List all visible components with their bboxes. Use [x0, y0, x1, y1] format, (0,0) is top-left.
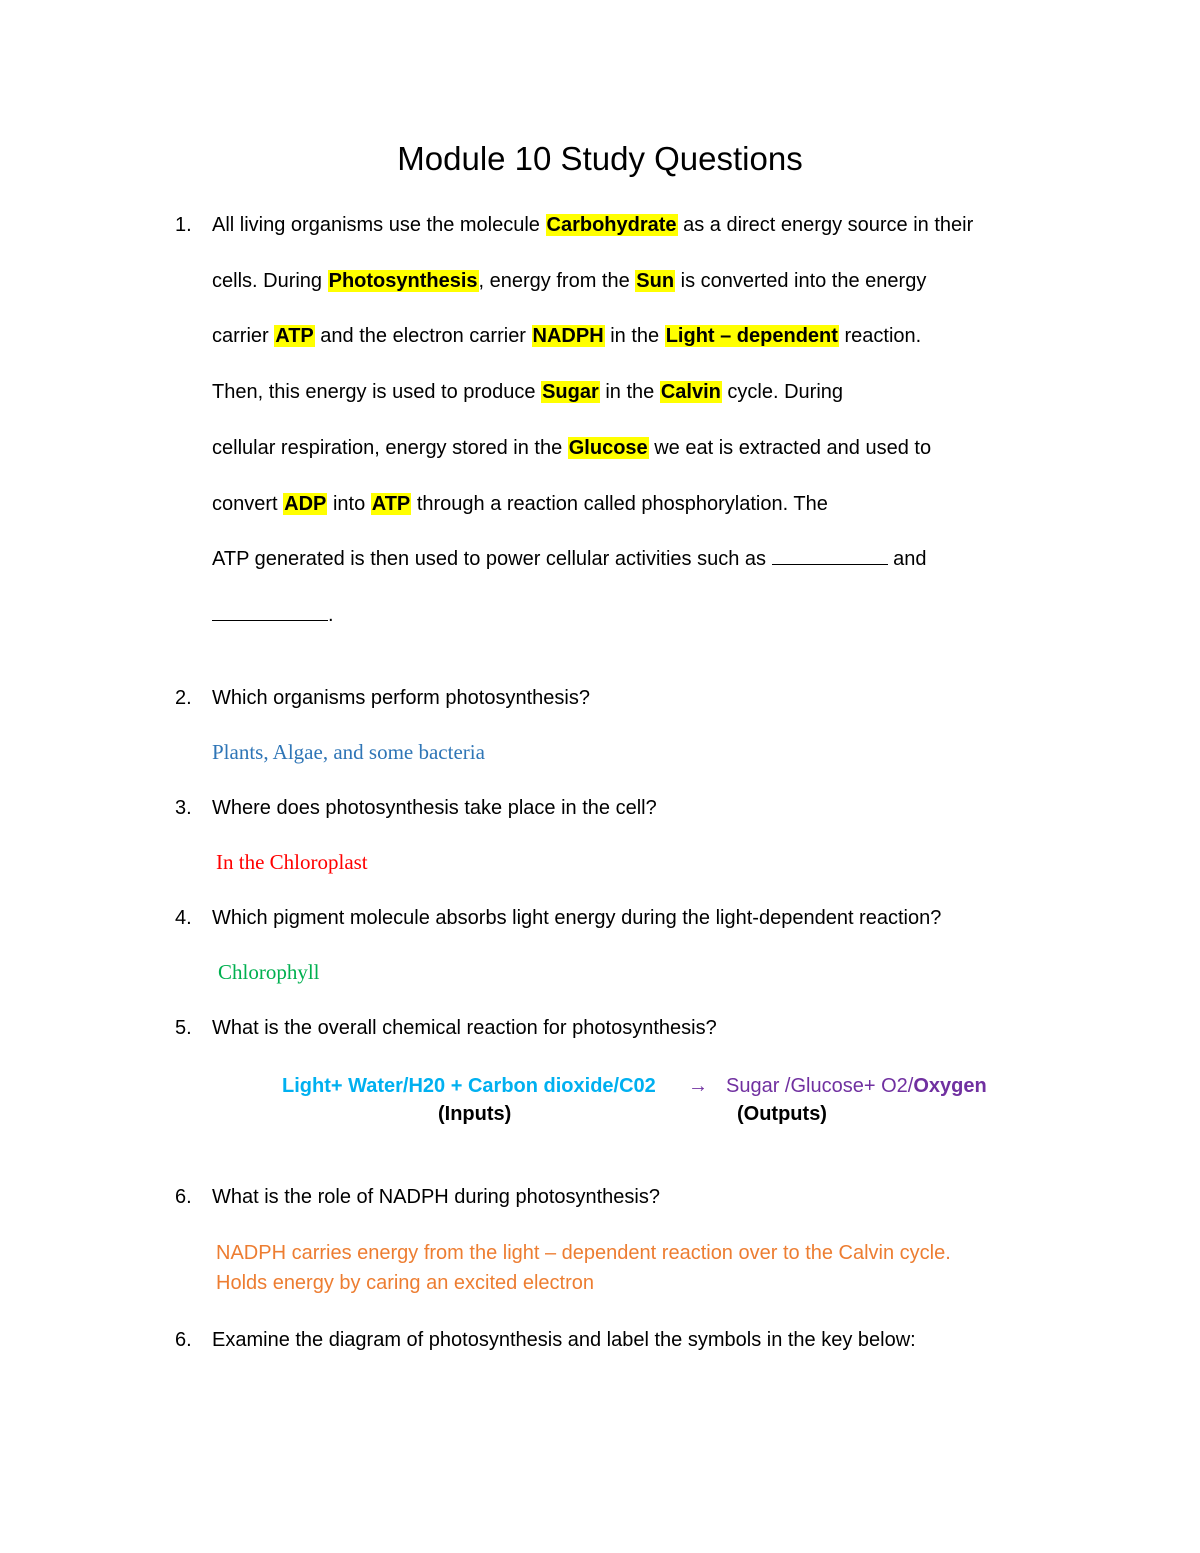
answer-highlight: NADPH — [532, 325, 604, 347]
q1-line-7 — [212, 546, 927, 572]
q1-text: , energy from the — [478, 270, 636, 292]
q1-text: and — [887, 548, 927, 570]
q1-line-8 — [212, 602, 334, 628]
equation-outputs-oxygen: Oxygen — [913, 1075, 987, 1097]
q1-text: carrier — [212, 325, 275, 347]
answer-highlight: ATP — [371, 493, 411, 515]
q1-line-2 — [212, 268, 926, 294]
answer-highlight: ATP — [275, 325, 314, 347]
q3-question: Where does photosynthesis take place in the cell? — [212, 797, 657, 819]
q3-number: 3. — [175, 797, 192, 819]
q1-text: All living organisms use the molecule — [212, 214, 546, 236]
q4-question: Which pigment molecule absorbs light energy during the light-dependent reaction? — [212, 907, 942, 929]
answer-highlight: Sun — [636, 270, 675, 292]
answer-highlight: Glucose — [568, 437, 648, 459]
answer-highlight: ADP — [284, 493, 327, 515]
outputs-label: (Outputs) — [737, 1103, 827, 1125]
q1-text: Then, this energy is used to produce — [212, 381, 542, 403]
q1-line-4 — [212, 379, 843, 405]
q2-question: Which organisms perform photosynthesis? — [212, 687, 590, 709]
fill-in-blank[interactable] — [772, 547, 888, 565]
q1-text: in the — [599, 381, 660, 403]
q1-text: is converted into the energy — [675, 270, 927, 292]
q7-number: 6. — [175, 1329, 192, 1351]
q1-text: and the electron carrier — [314, 325, 532, 347]
q6-answer-line-1: NADPH carries energy from the light – dependent reaction over to the Calvin cycle. — [216, 1242, 951, 1264]
q1-line-5 — [212, 435, 931, 461]
q4-answer: Chlorophyll — [218, 960, 320, 984]
answer-highlight: Light – dependent — [665, 325, 838, 347]
arrow-icon: → — [688, 1075, 708, 1097]
q1-line-6 — [212, 491, 828, 517]
q1-number: 1. — [175, 214, 192, 236]
q1-text: cells. During — [212, 270, 328, 292]
q5-number: 5. — [175, 1017, 192, 1039]
q5-question: What is the overall chemical reaction for photosynthesis? — [212, 1017, 717, 1039]
answer-highlight: Carbohydrate — [546, 214, 677, 236]
answer-highlight: Calvin — [660, 381, 721, 403]
q1-text: convert — [212, 493, 284, 515]
q6-question: What is the role of NADPH during photosynthesis? — [212, 1186, 660, 1208]
q1-text: we eat is extracted and used to — [648, 437, 932, 459]
q2-number: 2. — [175, 687, 192, 709]
equation-inputs: Light+ Water/H20 + Carbon dioxide/C02 — [282, 1075, 656, 1097]
q1-text: . — [328, 604, 334, 626]
q4-number: 4. — [175, 907, 192, 929]
page-title: Module 10 Study Questions — [397, 140, 803, 177]
q1-line-3 — [212, 323, 921, 349]
q6-answer-line-2: Holds energy by caring an excited electron — [216, 1272, 594, 1294]
q3-answer: In the Chloroplast — [216, 850, 368, 874]
fill-in-blank[interactable] — [212, 603, 328, 621]
q1-text: as a direct energy source in their — [677, 214, 974, 236]
equation-outputs — [726, 1073, 987, 1099]
q6-number: 6. — [175, 1186, 192, 1208]
q1-text: cellular respiration, energy stored in the — [212, 437, 568, 459]
q1-text: reaction. — [838, 325, 922, 347]
equation-outputs-text: Sugar /Glucose+ O2/ — [726, 1075, 914, 1097]
q2-answer: Plants, Algae, and some bacteria — [212, 740, 485, 764]
q1-text: ATP generated is then used to power cellular activities such as — [212, 548, 772, 570]
q1-text: in the — [604, 325, 665, 347]
q1-line-1 — [212, 212, 973, 238]
inputs-label: (Inputs) — [438, 1103, 512, 1125]
answer-highlight: Photosynthesis — [328, 270, 478, 292]
answer-highlight: Sugar — [542, 381, 599, 403]
q1-text: through a reaction called phosphorylation. The — [411, 493, 828, 515]
q1-text: cycle. During — [721, 381, 844, 403]
q1-text: into — [327, 493, 371, 515]
q7-question: Examine the diagram of photosynthesis and label the symbols in the key below: — [212, 1329, 916, 1351]
